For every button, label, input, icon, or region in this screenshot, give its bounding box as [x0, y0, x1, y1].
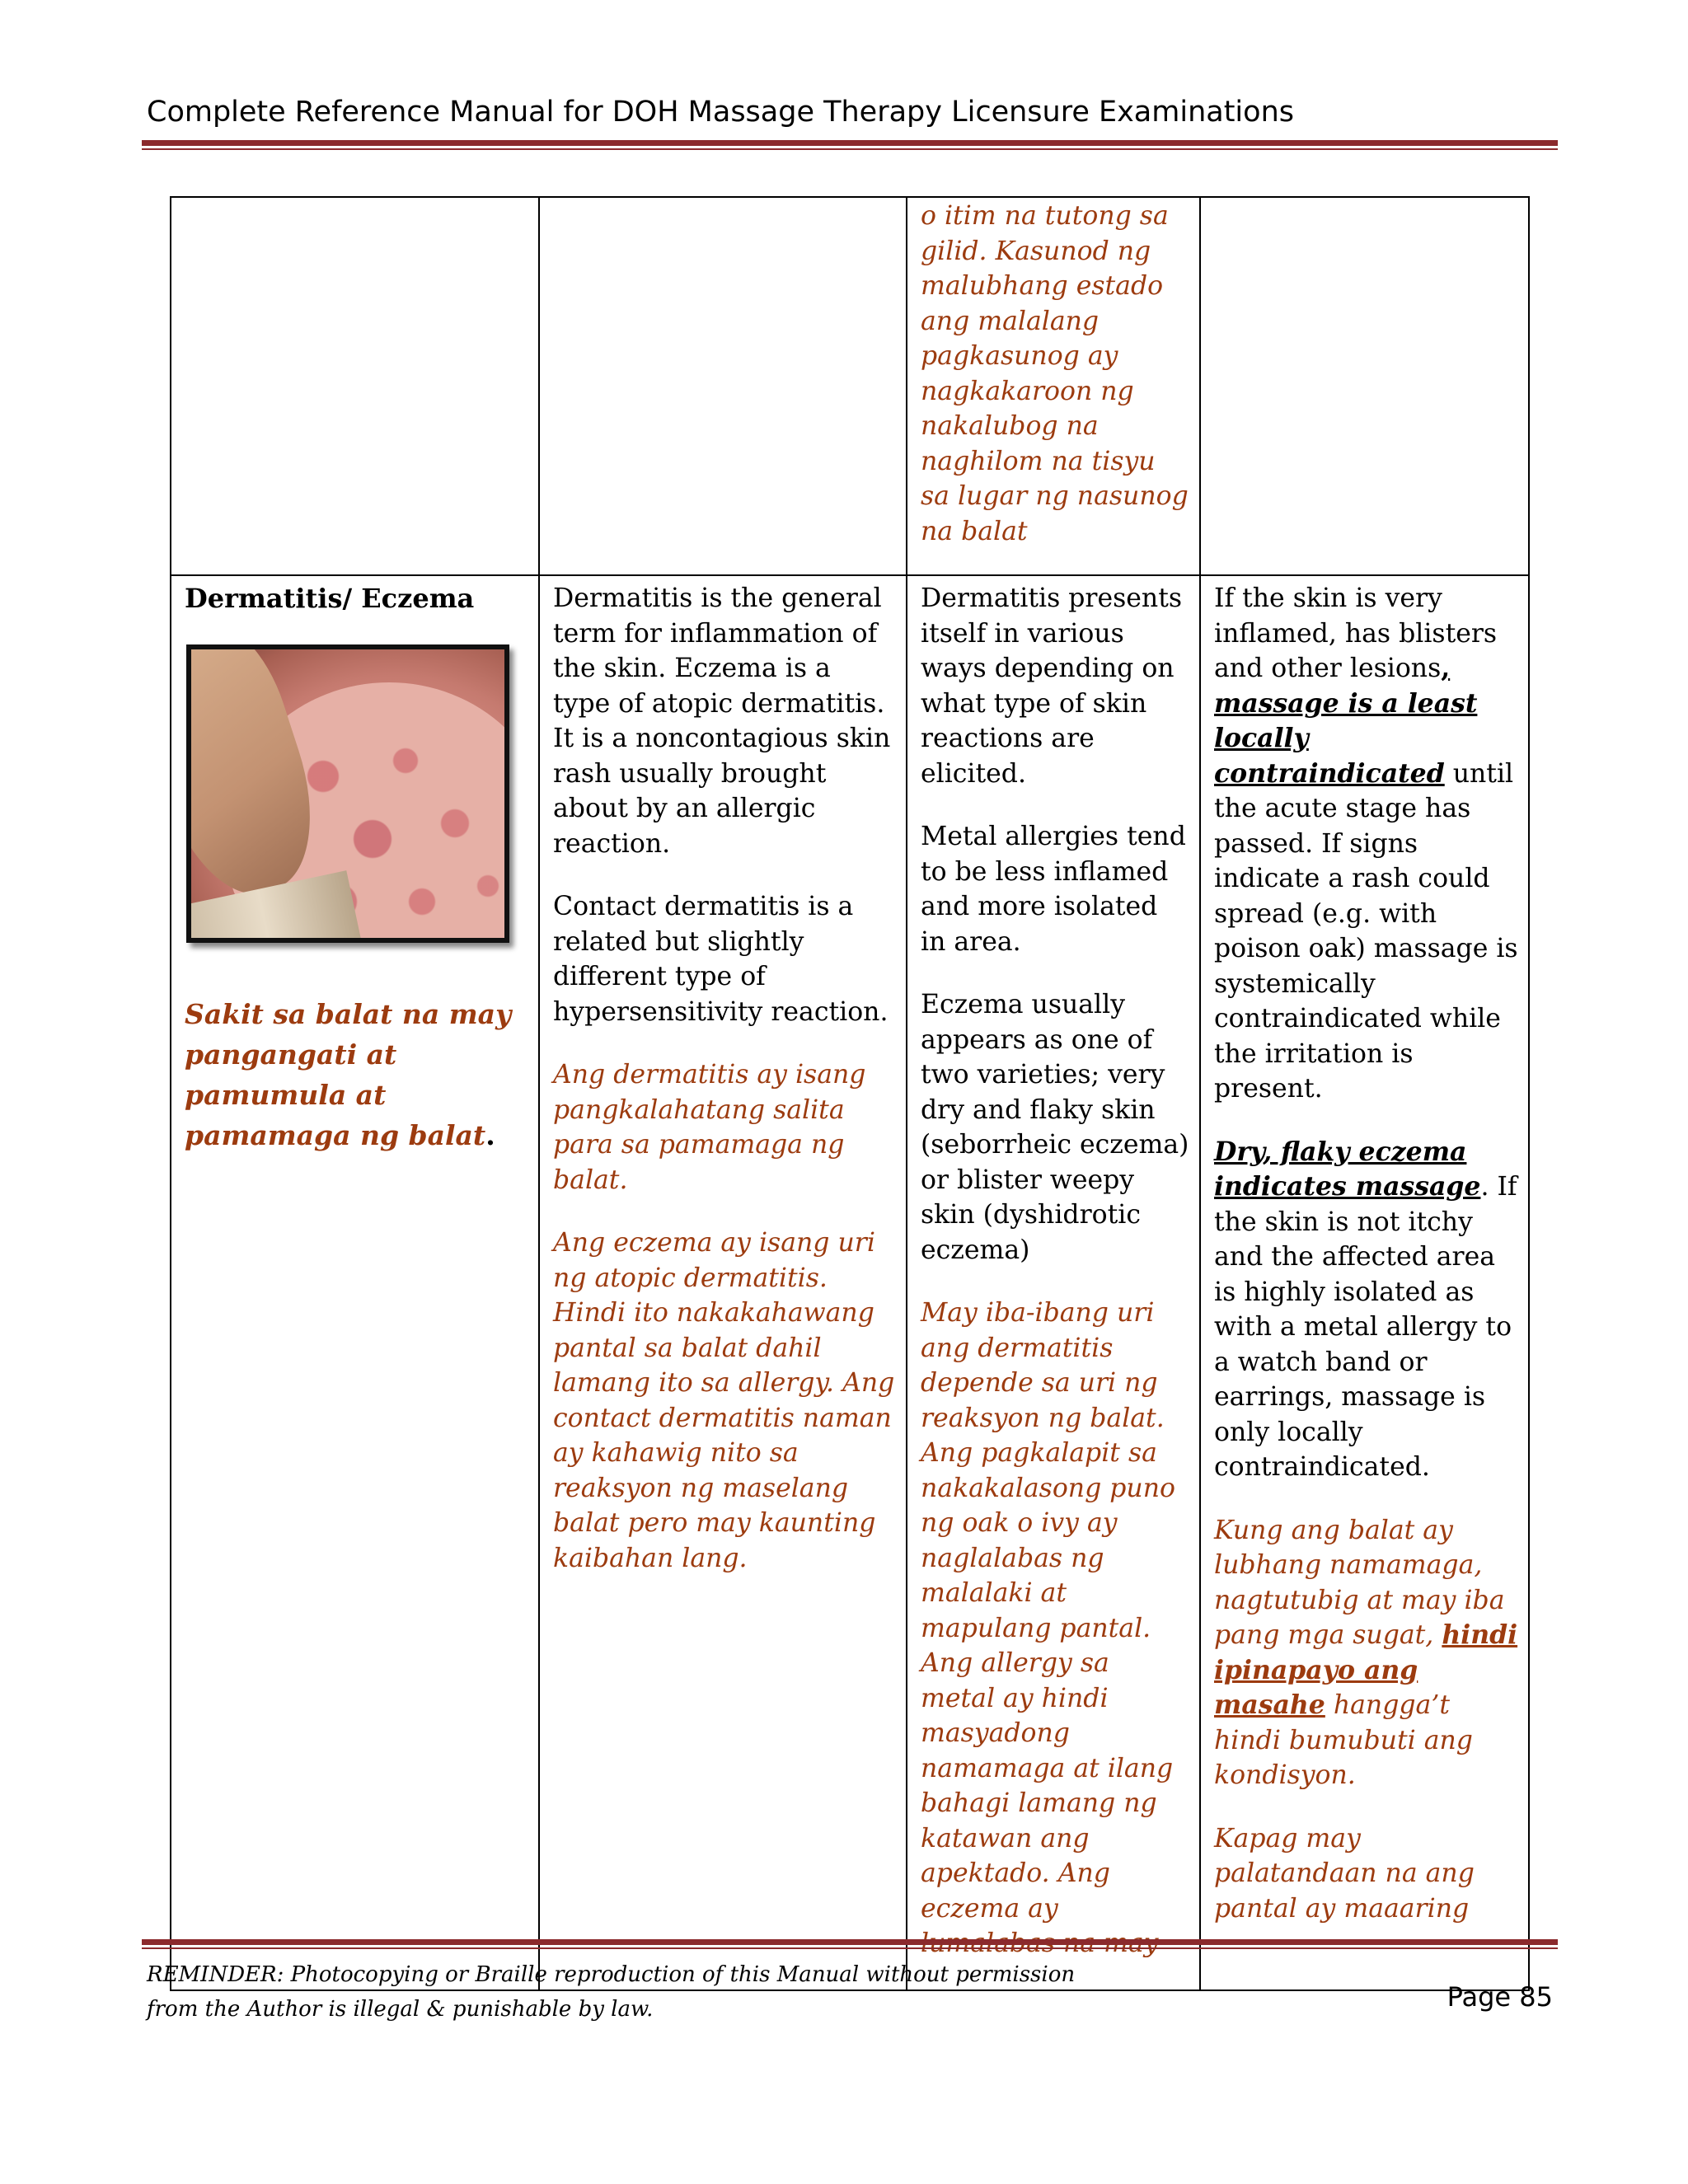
massage-tagalog-paragraph: Kapag may palatandaan na ang pantal ay maaaring: [1214, 1823, 1475, 1924]
table-cell-empty: [171, 197, 539, 575]
description-tagalog-paragraph: Ang eczema ay isang uri ng atopic dermatitis. Hindi ito nakakahawang pantal sa balat dahil lamang ito sa allergy. Ang contact dermatitis naman ay kahawig nito sa reaksyon ng maselang balat pero may kaunting kaibahan lang.: [553, 1228, 895, 1573]
conditions-table: [170, 196, 1530, 1991]
signs-paragraph: Dermatitis presents itself in various ways depending on what type of skin reactions are elicited.: [921, 583, 1183, 789]
massage-paragraph: If the skin is very inflamed, has blisters and other lesions, massage is a least locally contraindicated until the acute stage has passed. If signs indicate a rash could spread (e.g. with poison oak) massage is systemically contraindicated while the irritation is present.: [1214, 583, 1518, 1104]
condition-name: Dermatitis/ Eczema: [185, 583, 475, 614]
signs-tagalog-paragraph: May iba-ibang uri ang dermatitis depende sa uri ng reaksyon ng balat. Ang pagkalapit sa nakakalasong puno ng oak o ivy ay naglalabas ng malalaki at mapulang pantal. Ang allergy sa metal ay hindi masyadong namamaga at ilang bahagi lamang ng katawan ang apektado. Ang eczema ay: [921, 1298, 1175, 1924]
massage-emphasis: massage is a least locally contraindicated: [1214, 687, 1478, 789]
page-header-title: Complete Reference Manual for DOH Massage Therapy Licensure Examinations: [147, 96, 1294, 129]
description-tagalog-paragraph: Ang dermatitis ay isang pangkalahatang salita para sa pamamaga ng balat.: [553, 1060, 866, 1195]
table-cell-description: [539, 575, 907, 1990]
table-cell-signs: [907, 575, 1200, 1990]
table-cell-signs: [907, 197, 1200, 575]
signs-tagalog-continued: o itim na tutong sa gilid. Kasunod ng malubhang estado ang malalang pagkasunog ay nagkakaroon ng nakalubog na naghilom na tisyu sa lugar ng nasunog na balat: [921, 201, 1189, 546]
massage-paragraph: Dry, flaky eczema indicates massage. If the skin is not itchy and the affected area is highly isolated as with a metal allergy to a watch band or earrings, massage is only locally contraindicated.: [1214, 1136, 1517, 1482]
table-row: [171, 575, 1529, 1990]
description-paragraph: Contact dermatitis is a related but slightly different type of hypersensitivity reaction.: [553, 892, 889, 1027]
header-rule: [142, 140, 1558, 146]
signs-paragraph: Eczema usually appears as one of two varieties; very dry and flaky skin (seborrheic eczema) or blister weepy skin (dyshidrotic eczema): [921, 990, 1189, 1265]
signs-paragraph: Metal allergies tend to be less inflamed and more isolated in area.: [921, 822, 1186, 957]
table-row: [171, 197, 1529, 575]
footer-rule: [142, 1939, 1558, 1945]
massage-emphasis: Dry, flaky eczema indicates massage: [1214, 1136, 1481, 1202]
header-rule-thin: [142, 148, 1558, 150]
description-paragraph: Dermatitis is the general term for inflammation of the skin. Eczema is a type of atopic dermatitis. It is a noncontagious skin rash usually brought about by an allergic reaction.: [553, 583, 891, 859]
massage-emphasis: hindi ipinapayo ang masahe: [1214, 1619, 1518, 1720]
condition-tagalog: Sakit sa balat na may pangangati at pamumula at pamamaga ng balat.: [185, 997, 512, 1151]
footer-rule-thin: [142, 1947, 1558, 1949]
page-number: Page 85: [1447, 1981, 1553, 2013]
table-cell-empty: [539, 197, 907, 575]
table-cell-condition: [171, 575, 539, 1990]
massage-tagalog-paragraph: Kung ang balat ay lubhang namamaga, nagtutubig at may iba pang mga sugat, hindi ipinapayo ang masahe hangga’t hindi bumubuti ang kondisyon.: [1214, 1515, 1518, 1790]
table-cell-massage: [1200, 575, 1529, 1990]
reminder-note: REMINDER: Photocopying or Braille reproduction of this Manual without permission from the Author is illegal & punishable by law.: [147, 1962, 1076, 2022]
dermatitis-rash-photo-icon: [186, 644, 509, 943]
table-cell-empty: [1200, 197, 1529, 575]
